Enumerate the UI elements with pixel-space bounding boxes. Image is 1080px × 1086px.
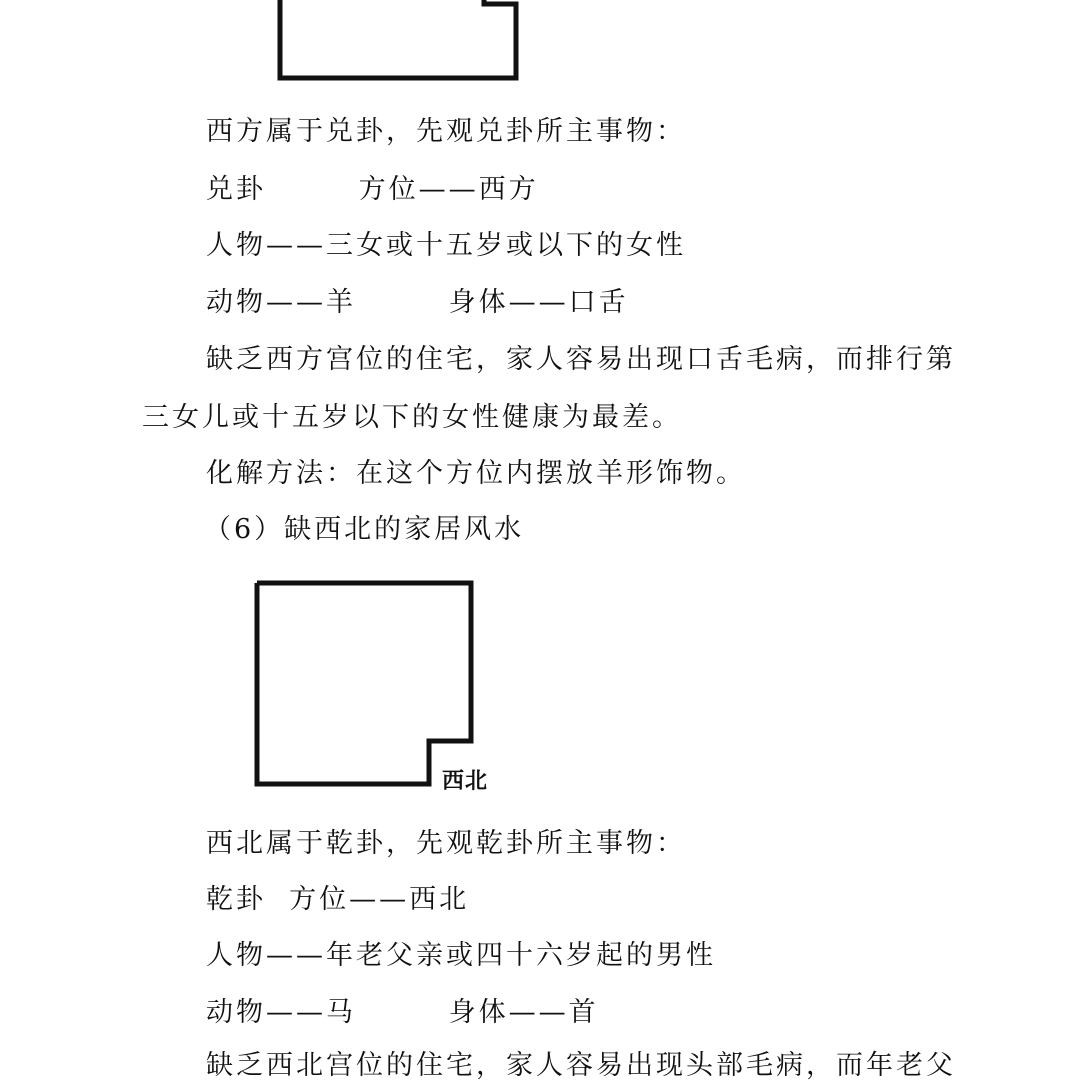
paragraph: 动物——羊 身体——口舌: [206, 287, 629, 318]
paragraph: 西方属于兑卦，先观兑卦所主事物：: [206, 116, 686, 147]
paragraph: 缺乏西北宫位的住宅，家人容易出现头部毛病，而年老父: [206, 1050, 956, 1081]
floor-plan-northwest-outline: [257, 583, 471, 784]
paragraph: 兑卦 方位——西方: [206, 174, 539, 205]
paragraph: 西北属于乾卦，先观乾卦所主事物：: [206, 828, 686, 859]
paragraph: 人物——年老父亲或四十六岁起的男性: [206, 940, 716, 971]
paragraph: 动物——马 身体——首: [206, 997, 599, 1028]
paragraph: 缺乏西方宫位的住宅，家人容易出现口舌毛病，而排行第: [206, 344, 956, 375]
section-heading: （6）缺西北的家居风水: [204, 514, 525, 545]
paragraph: 化解方法：在这个方位内摆放羊形饰物。: [206, 458, 746, 489]
paragraph: 人物——三女或十五岁或以下的女性: [206, 230, 686, 261]
diagram-label-northwest: 西北: [442, 769, 489, 794]
paragraph: 乾卦 方位——西北: [206, 884, 470, 915]
paragraph: 三女儿或十五岁以下的女性健康为最差。: [142, 402, 682, 433]
